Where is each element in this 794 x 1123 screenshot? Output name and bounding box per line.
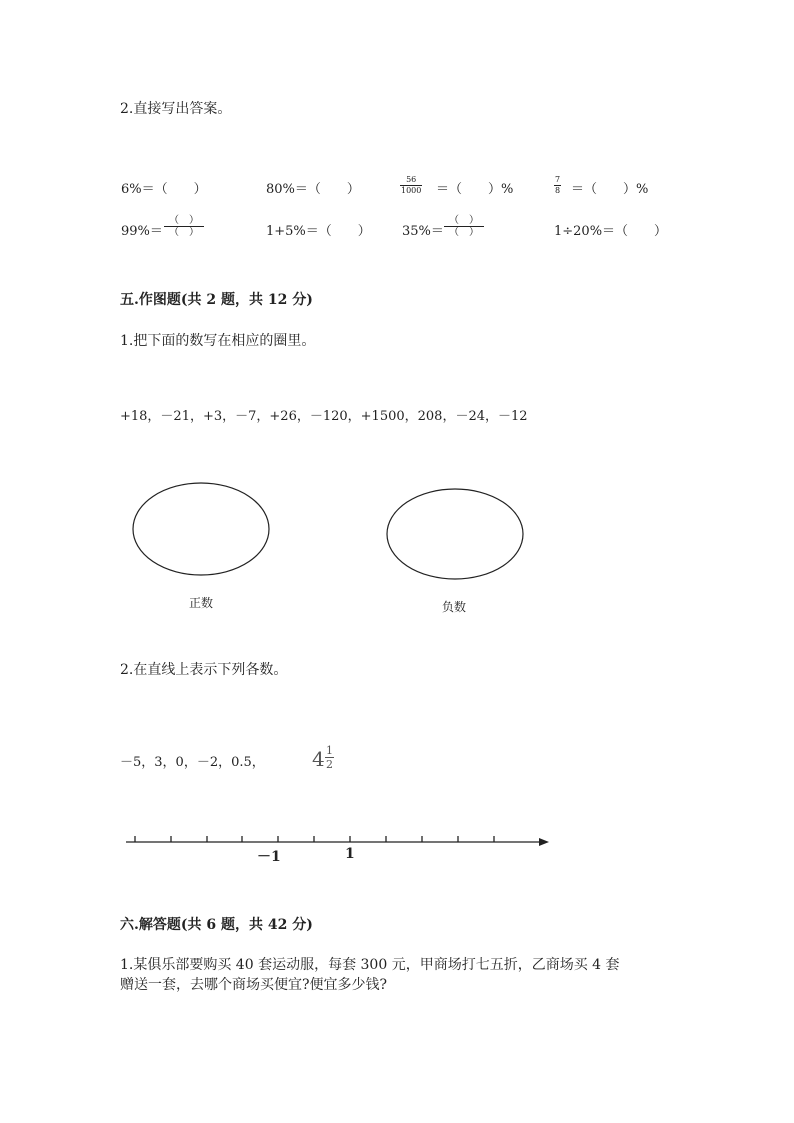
fraction-denominator-blank: （ ） bbox=[449, 227, 479, 238]
number-line-arrow bbox=[539, 838, 549, 846]
question-2-title: 2.直接写出答案。 bbox=[120, 101, 232, 117]
fraction-numerator-blank: （ ） bbox=[164, 215, 204, 227]
calc-6-percent: 6%＝（ ） bbox=[121, 182, 207, 197]
numbers-to-plot: －5，3，0，－2，0.5， bbox=[120, 755, 265, 770]
fraction-denominator: 1000 bbox=[401, 186, 422, 195]
negative-label: 负数 bbox=[442, 600, 467, 614]
mixed-number-whole: 4 bbox=[312, 747, 325, 771]
number-line-ticks bbox=[135, 836, 494, 842]
calc-80-percent: 80%＝（ ） bbox=[266, 182, 360, 197]
calc-56-1000-answer: ＝（ ）% bbox=[436, 182, 514, 197]
section-6-question-1-line-1: 1.某俱乐部要购买 40 套运动服，每套 300 元，甲商场打七五折，乙商场买 4 套 bbox=[120, 957, 620, 973]
section-5-title: 五.作图题(共 2 题，共 12 分) bbox=[120, 292, 313, 308]
section-5-question-2-title: 2.在直线上表示下列各数。 bbox=[120, 662, 288, 678]
calc-1-plus-5-percent: 1+5%＝（ ） bbox=[266, 224, 371, 239]
section-6-title: 六.解答题(共 6 题，共 42 分) bbox=[120, 917, 313, 933]
fraction-numerator-blank: （ ） bbox=[444, 215, 484, 227]
calc-99-percent-prefix: 99%＝ bbox=[121, 224, 163, 239]
tick-label-negative-one: －1 bbox=[257, 849, 281, 865]
section-6-question-1-line-2: 赠送一套，去哪个商场买便宜?便宜多少钱? bbox=[120, 977, 388, 993]
fraction-denominator-blank: （ ） bbox=[169, 227, 199, 238]
mixed-number-fraction bbox=[325, 744, 334, 771]
fraction-numerator: 1 bbox=[326, 744, 333, 757]
fraction-denominator: 2 bbox=[326, 758, 333, 771]
fraction-numerator: 56 bbox=[400, 175, 422, 186]
calc-7-8-answer: ＝（ ）% bbox=[571, 182, 649, 197]
number-list: +18，－21，+3，－7，+26，－120，+1500，208，－24，－12 bbox=[120, 409, 528, 424]
tick-label-one: 1 bbox=[345, 846, 355, 862]
fraction-denominator: 8 bbox=[555, 186, 561, 195]
positive-label: 正数 bbox=[189, 596, 214, 610]
fraction-numerator: 7 bbox=[555, 175, 561, 184]
section-5-question-1-title: 1.把下面的数写在相应的圈里。 bbox=[120, 333, 316, 349]
positive-circle bbox=[133, 483, 269, 575]
calc-1-div-20-percent: 1÷20%＝（ ） bbox=[554, 224, 668, 239]
calc-35-percent-prefix: 35%＝ bbox=[402, 224, 444, 239]
negative-circle bbox=[387, 489, 523, 579]
